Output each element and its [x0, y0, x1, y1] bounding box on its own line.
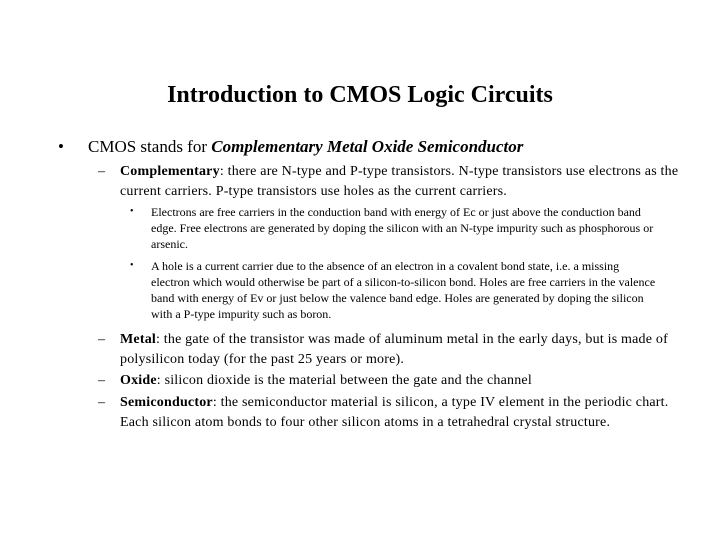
- note-hole-text: A hole is a current carrier due to the absence of an electron in a covalent bond state, i.e. a missing electron which would otherwise be part of a silicon-to-silicon bond. Holes are free carriers in the valence band with energy of Ev or just below the valence band edge. Holes are generated by doping the silicon with a P-type impurity such as boron.: [151, 259, 656, 321]
- bullet-cmos-text: [88, 136, 523, 158]
- bullet-cmos-prefix: CMOS stands for: [88, 137, 212, 156]
- term-semiconductor: Semiconductor: [120, 395, 213, 410]
- note-marker: •: [130, 260, 134, 271]
- desc-oxide: : silicon dioxide is the material between the gate and the channel: [156, 373, 532, 388]
- note-electrons-text: Electrons are free carriers in the conduction band with energy of Ec or just above the conduction band edge. Free electrons are generated by doping the silicon with an N-type impurity such as phosphorous or arsenic.: [151, 205, 654, 251]
- dash-marker: –: [98, 395, 106, 410]
- sub-item-oxide-text: [120, 371, 680, 391]
- term-complementary: Complementary: [120, 164, 220, 179]
- dash-marker: –: [98, 373, 106, 388]
- sub-item-metal-text: [120, 330, 680, 370]
- term-oxide: Oxide: [120, 373, 157, 388]
- bullet-marker: •: [58, 137, 64, 156]
- desc-semiconductor: : the semiconductor material is silicon, a type IV element in the periodic chart. Each silicon atom bonds to four other silicon atoms in a tetrahedral crystal structure.: [120, 395, 669, 430]
- desc-complementary: : there are N-type and P-type transistors. N-type transistors use electrons as the current carriers. P-type transistors use holes as the current carriers.: [120, 164, 679, 199]
- bullet-cmos-emphasis: Complementary Metal Oxide Semiconductor: [211, 137, 524, 156]
- sub-item-semiconductor-text: [120, 393, 680, 433]
- note-marker: •: [130, 206, 134, 217]
- dash-marker: –: [98, 332, 106, 347]
- slide-title: Introduction to CMOS Logic Circuits: [167, 82, 553, 108]
- term-metal: Metal: [120, 332, 156, 347]
- dash-marker: –: [98, 164, 106, 179]
- sub-item-complementary-text: [120, 162, 680, 202]
- desc-metal: : the gate of the transistor was made of aluminum metal in the early days, but is made of polysilicon today (for the past 25 years or more).: [120, 332, 668, 367]
